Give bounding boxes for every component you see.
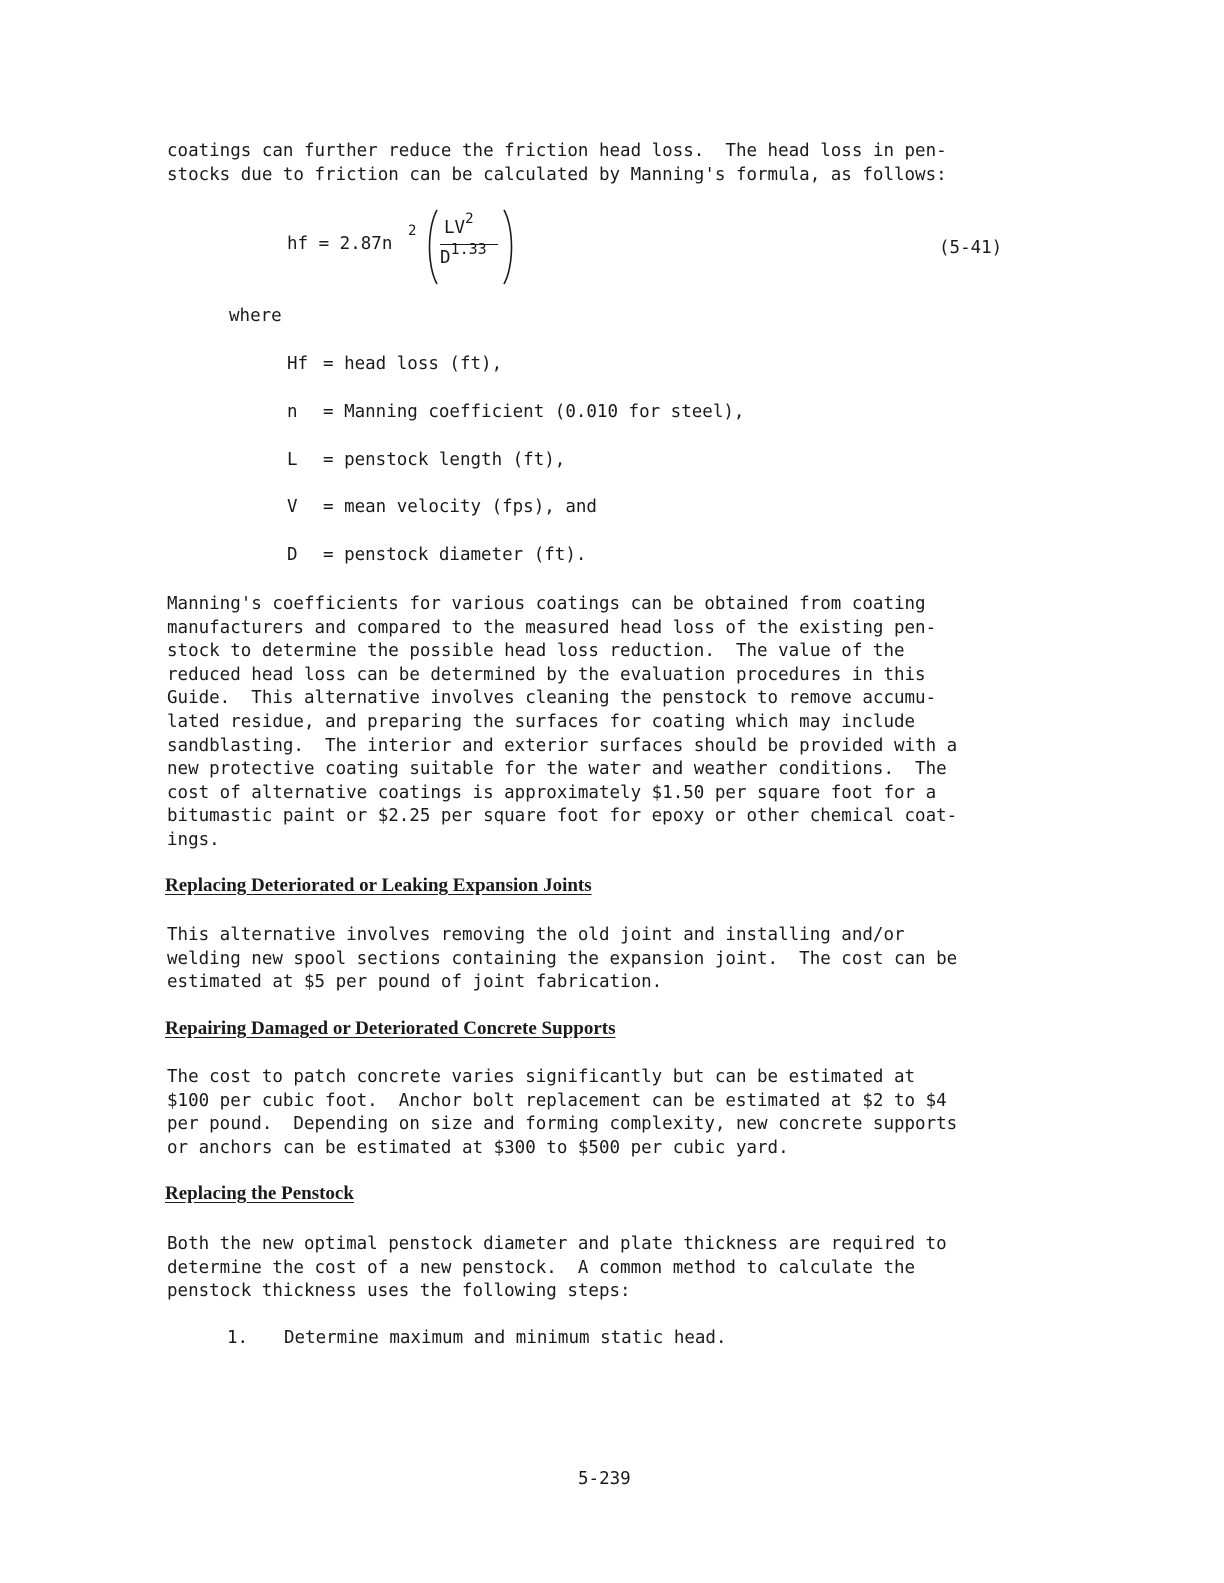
variable-text: = penstock diameter (ft). <box>323 545 587 565</box>
text-line: coatings can further reduce the friction head loss. The head loss in pen- <box>167 141 947 161</box>
variable-symbol: D <box>287 545 298 565</box>
text-line: Guide. This alternative involves cleaning the penstock to remove accumu- <box>167 688 937 709</box>
variable-symbol: n <box>287 402 298 422</box>
variable-definition <box>287 545 586 565</box>
concrete-supports-paragraph <box>167 1066 1067 1160</box>
text-line: bitumastic paint or $2.25 per square foot for epoxy or other chemical coat- <box>167 806 958 827</box>
equation-number: (5-41) <box>939 238 1003 258</box>
section-heading-expansion-joints: Replacing Deteriorated or Leaking Expansion Joints <box>165 875 592 896</box>
text-line: estimated at $5 per pound of joint fabrication. <box>167 972 663 993</box>
text-line: new protective coating suitable for the water and weather conditions. The <box>167 759 947 780</box>
text-line: sandblasting. The interior and exterior surfaces should be provided with a <box>167 735 958 756</box>
text-line: reduced head loss can be determined by the evaluation procedures in this <box>167 664 926 685</box>
text-line: This alternative involves removing the old joint and installing and/or <box>167 925 905 945</box>
variable-definition <box>287 497 597 517</box>
text-line: cost of alternative coatings is approximately $1.50 per square foot for a <box>167 782 937 803</box>
variable-definition <box>287 402 744 422</box>
variable-symbol: L <box>287 450 298 470</box>
variable-definition <box>287 450 565 470</box>
expansion-joints-paragraph <box>167 924 1067 995</box>
variable-symbol: Hf <box>287 354 309 374</box>
manning-equation <box>287 208 1027 288</box>
variable-text: = mean velocity (fps), and <box>323 497 597 517</box>
text-line: manufacturers and compared to the measured head loss of the existing pen- <box>167 617 937 638</box>
intro-paragraph <box>167 140 1067 187</box>
text-line: or anchors can be estimated at $300 to $500 per cubic yard. <box>167 1137 789 1158</box>
variable-symbol: V <box>287 497 298 517</box>
section-heading-replacing-penstock: Replacing the Penstock <box>165 1183 354 1204</box>
denominator-exponent: 1.33 <box>450 240 487 258</box>
variable-text: = Manning coefficient (0.010 for steel), <box>323 402 745 422</box>
denominator-base: D <box>440 248 451 268</box>
where-label: where <box>229 306 282 326</box>
text-line: stocks due to friction can be calculated by Manning's formula, as follows: <box>167 164 947 185</box>
text-line: lated residue, and preparing the surfaces for coating which may include <box>167 711 916 732</box>
step-text: Determine maximum and minimum static head. <box>284 1328 727 1348</box>
right-parenthesis <box>501 208 517 286</box>
step-number: 1. <box>227 1328 249 1348</box>
numerator-base: LV <box>444 218 466 238</box>
text-line: stock to determine the possible head loss reduction. The value of the <box>167 641 905 662</box>
text-line: welding new spool sections containing the expansion joint. The cost can be <box>167 948 958 969</box>
coefficients-paragraph <box>167 593 1067 853</box>
text-line: Manning's coefficients for various coatings can be obtained from coating <box>167 594 926 614</box>
text-line: $100 per cubic foot. Anchor bolt replacement can be estimated at $2 to $4 <box>167 1090 947 1111</box>
text-line: penstock thickness uses the following steps: <box>167 1281 631 1302</box>
numerator-exponent: 2 <box>465 211 474 227</box>
page-number: 5-239 <box>578 1469 631 1489</box>
n-exponent: 2 <box>408 223 417 239</box>
left-parenthesis <box>424 208 440 286</box>
text-line: determine the cost of a new penstock. A common method to calculate the <box>167 1257 916 1278</box>
variable-definition <box>287 354 502 374</box>
text-line: ings. <box>167 829 220 850</box>
equation-lhs: hf = 2.87n <box>287 234 393 254</box>
text-line: per pound. Depending on size and forming complexity, new concrete supports <box>167 1114 958 1135</box>
replacing-penstock-paragraph <box>167 1233 1067 1304</box>
section-heading-concrete-supports: Repairing Damaged or Deteriorated Concrete Supports <box>165 1018 616 1039</box>
text-line: The cost to patch concrete varies significantly but can be estimated at <box>167 1067 916 1087</box>
variable-text: = penstock length (ft), <box>323 450 566 470</box>
text-line: Both the new optimal penstock diameter and plate thickness are required to <box>167 1234 947 1254</box>
variable-text: = head loss (ft), <box>323 354 503 374</box>
equation-numerator <box>444 211 474 238</box>
equation-denominator <box>440 240 487 268</box>
